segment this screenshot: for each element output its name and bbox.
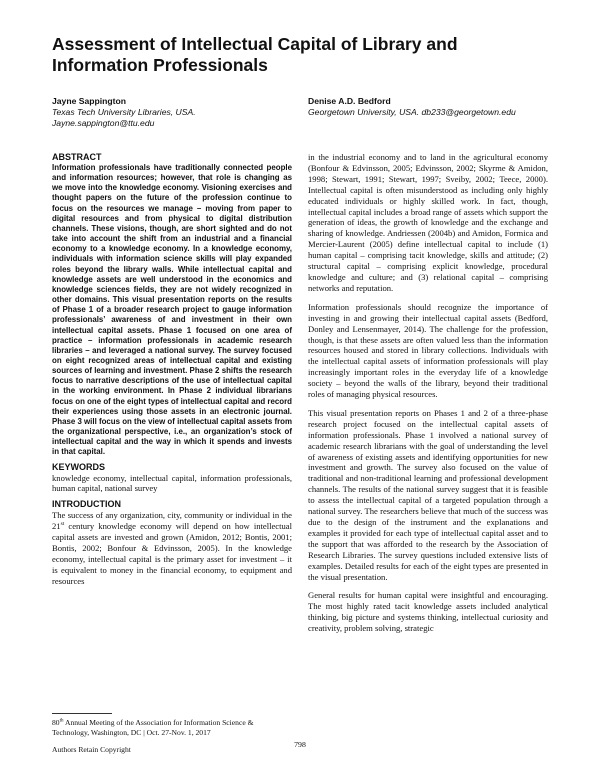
abstract-heading: ABSTRACT [52, 152, 102, 162]
body-paragraph: This visual presentation reports on Phases 1 and 2 of a three-phase research project focused on the intellectual capital assets of information professionals. Phase 1 involved a national survey of academic research librarians with the goal of understanding the level of awareness of existing assets and identifying opportunities for new investment and growth. The survey also focused on the value of traditional and non-traditional learning and professional development channels. The results of the national survey suggest that it is feasible to assess the intellectual capital of a targeted population through a national survey. The researchers believe that much of the success was due to the design of the instrument and the explanations and examples it provided for each type of intellectual capital asset and to the support that was afforded to the research by the Association of Research Libraries. The survey questions included extensive lists of examples. Detailed results for each of the eight types are presented in the visual presentation. [308, 407, 548, 582]
author-block-2 [308, 96, 558, 118]
footnote-rule [52, 713, 112, 714]
conference-note: 80th Annual Meeting of the Association for Information Science & Technology, Washington, DC | Oct. 27-Nov. 1, 2017 [52, 718, 254, 738]
author-name: Jayne Sappington [52, 96, 127, 106]
page-number: 798 [294, 740, 306, 749]
body-paragraph: General results for human capital were insightful and encouraging. The most highly rated tacit knowledge assets included analytical thinking, big picture and systems thinking, intellectual curiosity and creativity, problem solving, strategic [308, 590, 548, 634]
keywords-heading: KEYWORDS [52, 461, 106, 472]
introduction-text: The success of any organization, city, community or individual in the 21st century knowledge economy will depend on how intellectual capital assets are invested and grown (Amidon, 2012; Bontis, 2001; Bontis, 2002; Bonfour & Edvinsson, 2005). In the knowledge economy, intellectual capital is the primary asset for investment – it is equivalent to money in the financial economy, to equipment and resources [52, 510, 292, 586]
body-paragraph: Information professionals should recognize the importance of investing in and growing their intellectual capital assets (Bedford, Donley and Lensenmayer, 2014). The challenge for the profession, though, is that these assets are often valued less than the information resources housed and stored in library collections. Individuals with the intellectual capital assets of information professionals will play increasingly important roles in the everyday life of a knowledge society – beyond the walls of the library, beyond their traditional roles of managing physical resources. [308, 301, 548, 400]
author-affiliation: Texas Tech University Libraries, USA. [52, 107, 196, 117]
author-block-1 [52, 96, 292, 129]
left-column [52, 152, 292, 587]
author-email: Jayne.sappington@ttu.edu [52, 118, 155, 128]
abstract-text: Information professionals have traditionally connected people and information resources; however, that role is changing as we move into the knowledge economy. Visioning exercises and thought papers on the future of the profession continue to focus on the resources we manage – moving from paper to digital resources and from physical to digital distribution channels. These visions, though, are short sighted and do not take into account the shift from an industrial and a financial economy to a knowledge economy. In a knowledge economy, individuals with information science skills will play expanded roles beyond the library walls. While intellectual capital and knowledge assets are well understood in the economics and knowledge sciences fields, they are not widely recognized in other domains. This visual presentation reports on the results of Phase 1 of a broader research project to gauge information professionals’ awareness of and investment in their own intellectual capital assets. Phase 1 focused on one area of practice – information professionals in academic research libraries – and leveraged a national survey. The survey focused on eight recognized areas of intellectual capital and existing sources of learning and investment. Phase 2 shifts the research focus to narrative descriptions of the use of intellectual capital in the working environment. In Phase 2 individual librarians focus on one of the eight types of intellectual capital and record their experiences using those assets in an electronic journal. Phase 3 will focus on the view of intellectual capital assets from the organizational perspective, i.e., an organization’s stock of intellectual capital and the way in which it spends and invests in that capital. [52, 163, 292, 457]
copyright-note: Authors Retain Copyright [52, 744, 131, 754]
body-paragraph: in the industrial economy and to land in the agricultural economy (Bonfour & Edvinsson, 2005; Edvinsson, 2002; Skyrme & Amidon, 1998; Stewart, 1991; Stewart, 1997; Sveiby, 2002; Teece, 2000). Intellectual capital is often misunderstood as including only highly educated individuals or highly skilled work. In fact, though, intellectual capital includes a broad range of assets which support the generation of ideas, the growth of knowledge and the exchange and sharing of knowledge. Andriessen (2004b) and Amidon, Formica and Mercier-Laurent (2005) define intellectual capital to include (1) human capital – comprising tacit knowledge, skills and attitude; (2) structural capital – comprising explicit knowledge, procedural knowledge and culture; and (3) relational capital – comprising networks and reputation. [308, 152, 548, 293]
footnote [52, 718, 292, 755]
keywords-text: knowledge economy, intellectual capital, information professionals, human capital, national survey [52, 472, 292, 494]
introduction-heading: INTRODUCTION [52, 499, 121, 510]
right-column [308, 152, 548, 634]
paper-title: Assessment of Intellectual Capital of Library and Information Professionals [52, 34, 458, 75]
author-name: Denise A.D. Bedford [308, 96, 391, 106]
author-affiliation: Georgetown University, USA. db233@georgetown.edu [308, 107, 516, 117]
